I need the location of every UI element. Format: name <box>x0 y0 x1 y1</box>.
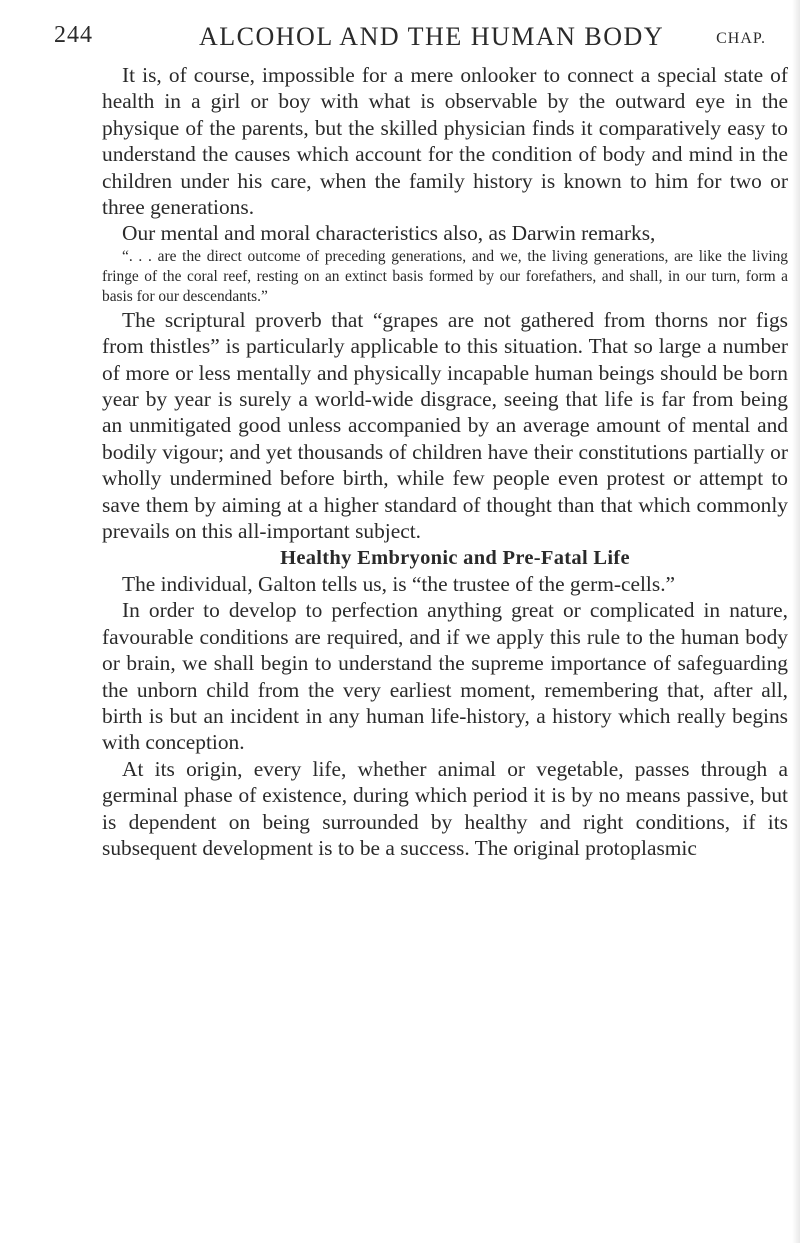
paragraph: At its origin, every life, whether animal or vegetable, passes through a germinal phase of existence, during which period it is by no means passive, but is dependent on being surrounded by healthy and right conditions, if its subsequent development is to be a success. The original protoplasmic <box>102 756 788 860</box>
page-edge-shadow <box>792 0 800 1243</box>
running-title: ALCOHOL AND THE HUMAN BODY <box>199 22 665 51</box>
paragraph: It is, of course, impossible for a mere onlooker to connect a special state of health in a girl or boy with what is observable by the outward eye in the physique of the parents, but the skilled physician finds it comparatively easy to understand the causes which account for the condition of body and mind in the children under his care, when the family history is known to him for two or three generations. <box>102 63 788 220</box>
block-quote: “. . . are the direct outcome of preceding generations, and we, the living generations, are like the living fringe of the coral reef, resting on an extinct basis formed by our forefathers, and shall, in our turn, form a basis for our descendants.” <box>102 247 788 305</box>
chapter-label: CHAP. <box>716 30 766 47</box>
paragraph: Our mental and moral characteristics also, as Darwin remarks, <box>122 221 656 246</box>
paragraph: In order to develop to perfection anything great or complicated in nature, favourable conditions are required, and if we apply this rule to the human body or brain, we shall begin to understand the supreme importance of safeguarding the unborn child from the very earliest moment, remembering that, after all, birth is but an incident in any human life-history, a history which really begins with conception. <box>102 598 788 755</box>
page-number: 244 <box>54 22 93 48</box>
paragraph: The individual, Galton tells us, is “the trustee of the germ-cells.” <box>122 571 676 596</box>
section-heading: Healthy Embryonic and Pre-Fatal Life <box>280 546 630 569</box>
page-header <box>54 22 766 58</box>
paragraph: The scriptural proverb that “grapes are not gathered from thorns nor figs from thistles” is particularly applicable to this situation. That so large a number of more or less mentally and physically incapable human beings should be born year by year is surely a world-wide disgrace, seeing that life is far from being an unmitigated good unless accompanied by an average amount of mental and bodily vigour; and yet thousands of children have their constitutions partially or wholly undermined before birth, while few people even protest or attempt to save them by aiming at a higher standard of thought than that which commonly prevails on this all-important subject. <box>102 307 788 544</box>
body-text <box>102 62 788 861</box>
